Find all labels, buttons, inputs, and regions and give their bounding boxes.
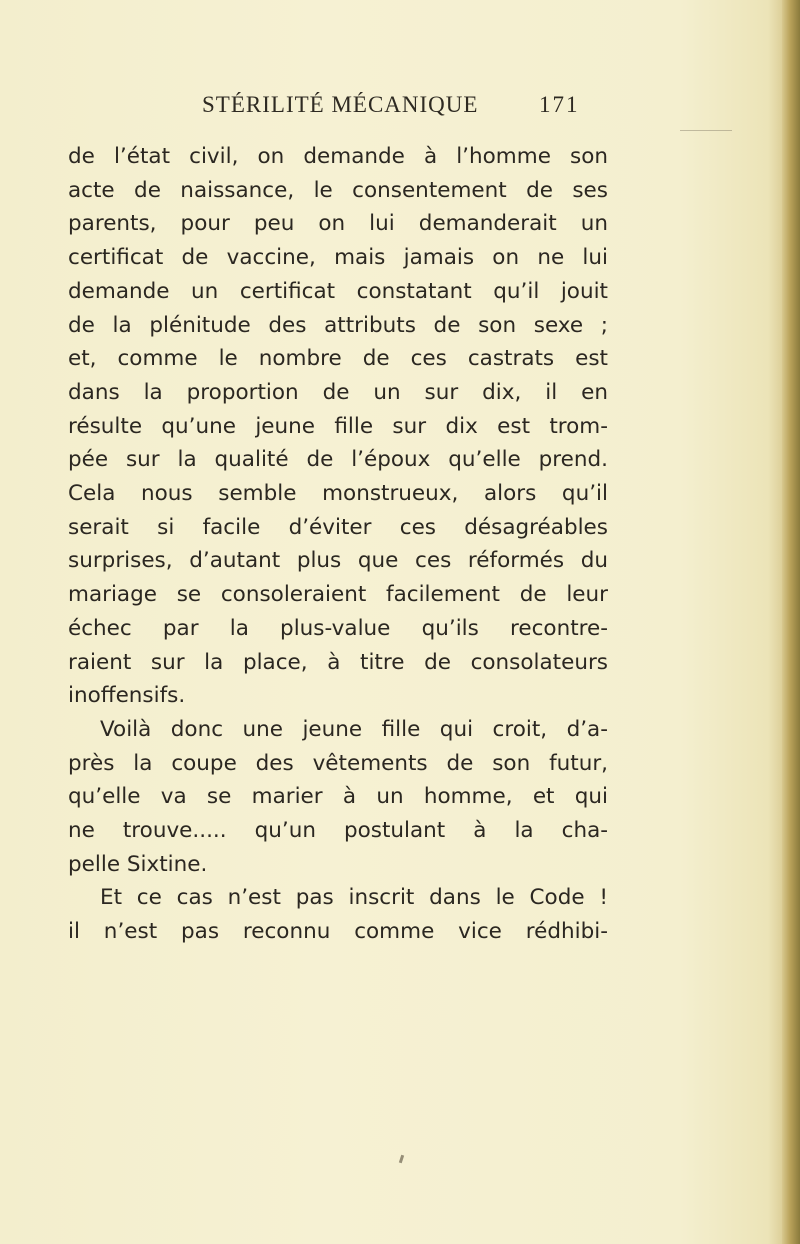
- text-line: ne trouve..... qu’un postulant à la cha-: [68, 818, 608, 844]
- text-line: de l’état civil, on demande à l’homme son: [68, 144, 608, 169]
- text-line: près la coupe des vêtements de son futur,: [68, 750, 608, 776]
- page-edge-gutter: [782, 0, 800, 1244]
- body-text: [68, 140, 608, 949]
- text-line: de la plénitude des attributs de son sexe ;: [68, 312, 608, 338]
- text-line: inoffensifs.: [68, 683, 186, 709]
- page-number: 171: [539, 92, 580, 117]
- text-line: résulte qu’une jeune fille sur dix est trom-: [68, 413, 608, 439]
- text-line: qu’elle va se marier à un homme, et qui: [68, 784, 608, 810]
- text-line: pelle Sixtine.: [68, 851, 208, 877]
- ink-speck: [399, 1155, 404, 1164]
- text-line: parents, pour peu on lui demanderait un: [68, 211, 608, 237]
- text-line: serait si facile d’éviter ces désagréables: [68, 514, 608, 540]
- text-line: demande un certificat constatant qu’il jouit: [68, 278, 608, 304]
- text-line: pée sur la qualité de l’époux qu’elle prend.: [68, 447, 608, 473]
- text-line: et, comme le nombre de ces castrats est: [68, 346, 608, 372]
- header-rule: [680, 130, 732, 131]
- text-line: dans la proportion de un sur dix, il en: [68, 379, 608, 405]
- text-line: raient sur la place, à titre de consolateurs: [68, 649, 608, 675]
- text-line: Et ce cas n’est pas inscrit dans le Code !: [100, 885, 608, 911]
- text-line: mariage se consoleraient facilement de leur: [68, 582, 608, 608]
- text-line: acte de naissance, le consentement de ses: [68, 177, 608, 203]
- text-line: échec par la plus-value qu’ils recontre-: [68, 615, 608, 641]
- text-line: Cela nous semble monstrueux, alors qu’il: [68, 481, 608, 507]
- running-head-title: STÉRILITÉ MÉCANIQUE: [202, 92, 479, 117]
- text-line: certificat de vaccine, mais jamais on ne lui: [68, 245, 608, 271]
- text-line: il n’est pas reconnu comme vice rédhibi-: [68, 919, 608, 945]
- text-line: surprises, d’autant plus que ces réformés du: [68, 548, 608, 574]
- text-line: Voilà donc une jeune fille qui croit, d’a-: [100, 716, 608, 742]
